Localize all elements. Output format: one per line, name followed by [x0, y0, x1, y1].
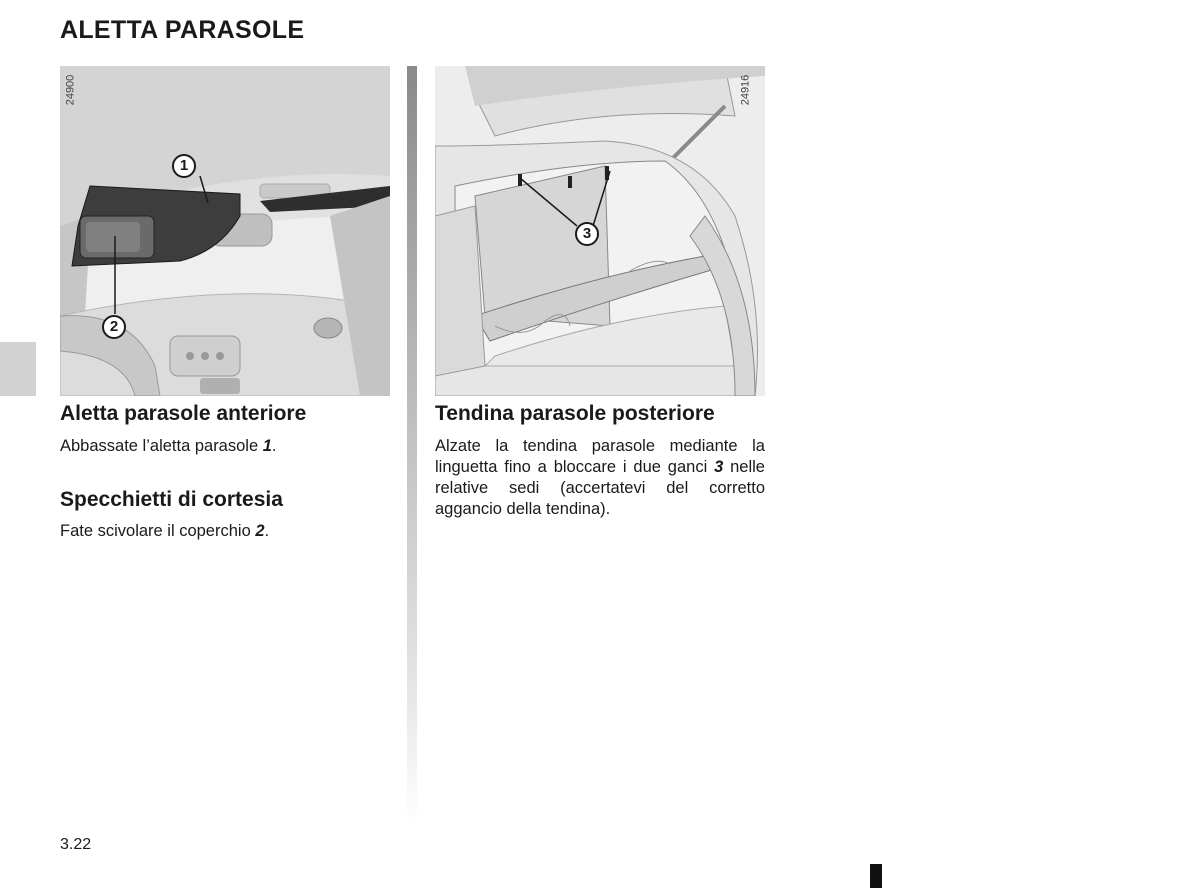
callout-3: 3 [575, 222, 599, 246]
callout-1: 1 [172, 154, 196, 178]
thumb-index-mark [870, 864, 882, 888]
section-heading-rear-blind: Tendina parasole posteriore [435, 402, 715, 425]
page-title: ALETTA PARASOLE [60, 16, 305, 44]
section-heading-mirrors: Specchietti di cortesia [60, 488, 283, 511]
column-divider [407, 66, 417, 826]
figure-ref-code: 24916 [739, 74, 752, 106]
page-number: 3.22 [60, 836, 92, 853]
chapter-tab [0, 342, 36, 396]
front-visor-instruction: Abbassate l’aletta parasole 1. [60, 437, 277, 455]
mirrors-instruction: Fate scivolare il coperchio 2. [60, 522, 270, 540]
front-visor-illustration [60, 66, 390, 396]
callout-2: 2 [102, 315, 126, 339]
figure-ref-code: 24900 [64, 74, 77, 106]
rear-blind-illustration [435, 66, 765, 396]
section-heading-front-visor: Aletta parasole anteriore [60, 402, 307, 425]
rear-blind-instruction: Alzate la tendina parasole mediante la linguetta fino a bloccare i due ganci 3 nelle relative sedi (accertatevi del corretto aggancio della tendina). [435, 437, 765, 518]
